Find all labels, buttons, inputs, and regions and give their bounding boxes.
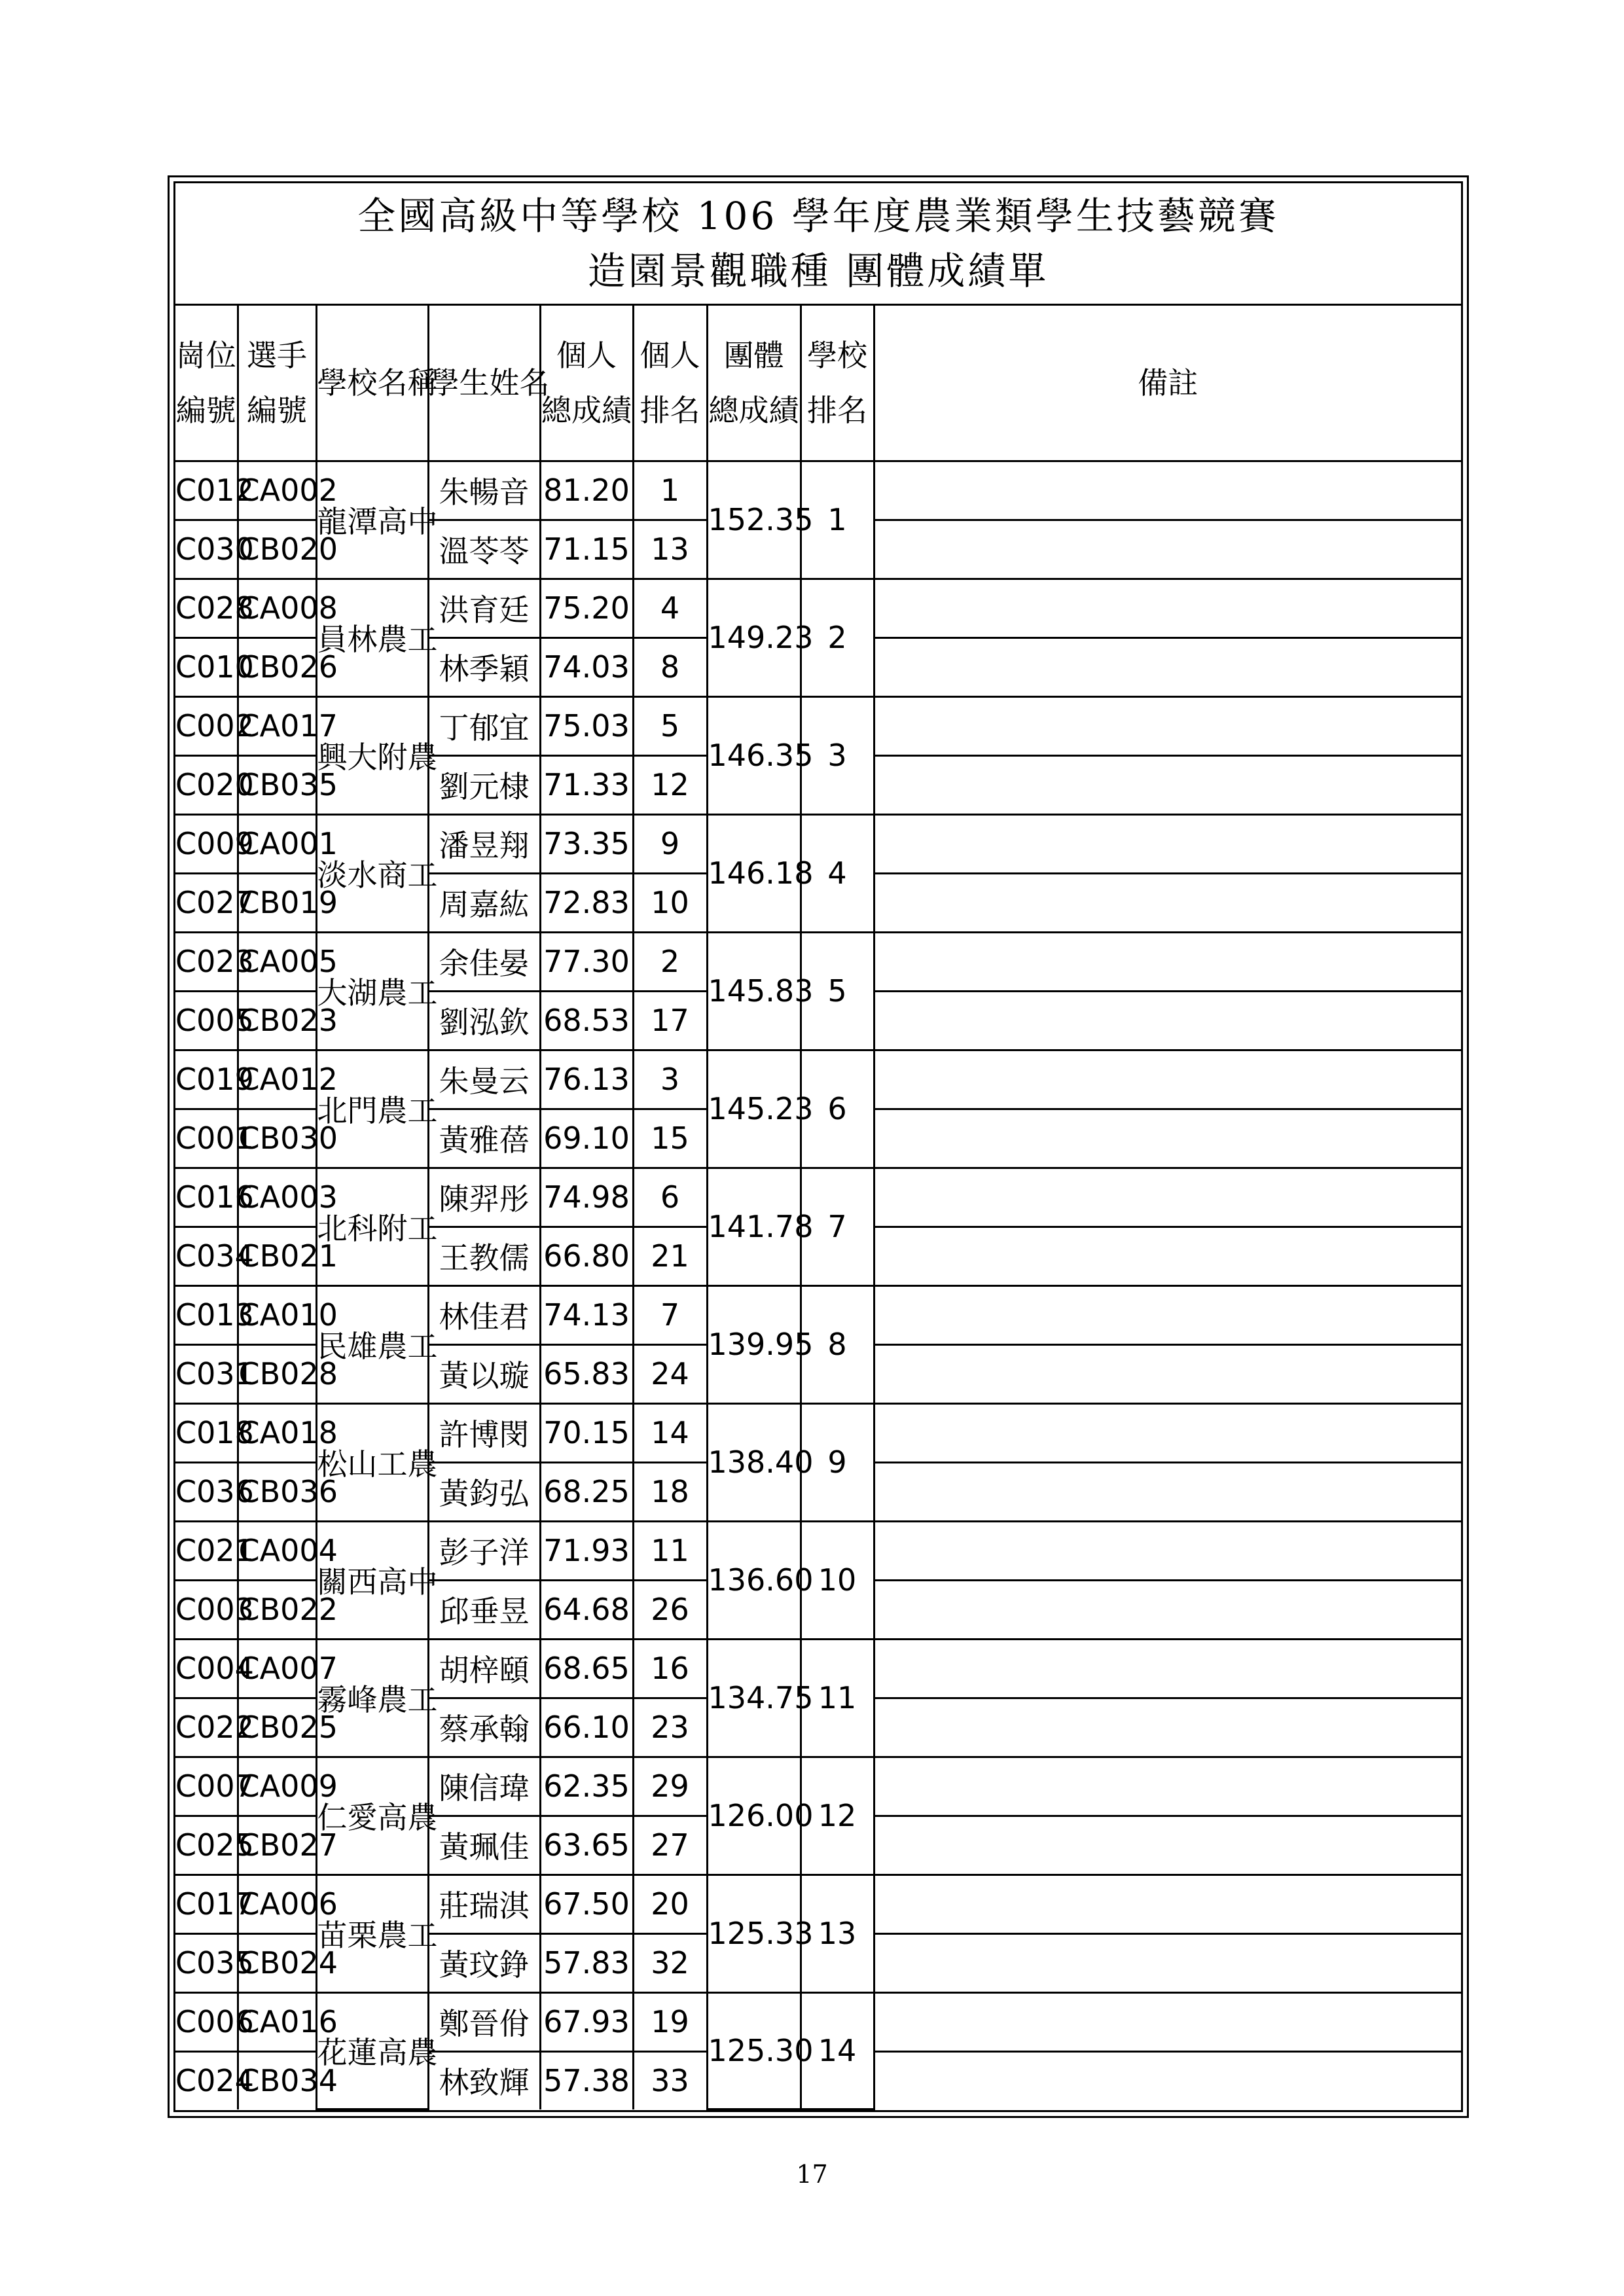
personal-rank-cell: 5 [633,696,707,755]
player-no-cell: CB034 [238,2051,316,2109]
header-student: 學生姓名 [428,306,540,461]
school-rank-cell: 14 [801,1992,874,2109]
personal-score-cell: 57.83 [540,1933,633,1992]
school-name-cell: 苗栗農工 [316,1874,428,1992]
page-number: 17 [796,2160,828,2189]
player-no-cell: CA001 [238,814,316,873]
school-rank-cell: 7 [801,1168,874,1285]
personal-score-cell: 77.30 [540,932,633,991]
student-name-cell: 林致輝 [428,2051,540,2109]
student-name-cell: 彭子洋 [428,1521,540,1580]
personal-score-cell: 72.83 [540,873,633,932]
station-no-cell: C035 [175,1933,238,1992]
station-no-cell: C036 [175,1462,238,1521]
player-no-cell: CA009 [238,1757,316,1816]
header-remarks: 備註 [874,306,1461,461]
player-no-cell: CB022 [238,1580,316,1639]
personal-score-cell: 68.65 [540,1639,633,1698]
personal-score-cell: 71.15 [540,520,633,579]
personal-rank-cell: 8 [633,637,707,696]
player-no-cell: CB021 [238,1227,316,1285]
remarks-cell [874,2051,1461,2109]
personal-rank-cell: 4 [633,579,707,637]
personal-score-cell: 62.35 [540,1757,633,1816]
remarks-cell [874,814,1461,873]
table-row [175,1168,1461,1227]
player-no-cell: CA005 [238,932,316,991]
remarks-cell [874,873,1461,932]
remarks-cell [874,1933,1461,1992]
station-no-cell: C017 [175,1874,238,1933]
school-rank-cell: 3 [801,696,874,814]
remarks-cell [874,1285,1461,1344]
personal-rank-cell: 14 [633,1403,707,1462]
school-rank-cell: 4 [801,814,874,932]
header-row [175,306,1461,461]
remarks-cell [874,1168,1461,1227]
team-score-cell: 145.83 [707,932,801,1050]
personal-score-cell: 76.13 [540,1050,633,1109]
personal-rank-cell: 33 [633,2051,707,2109]
player-no-cell: CA017 [238,696,316,755]
personal-rank-cell: 26 [633,1580,707,1639]
student-name-cell: 溫苓苓 [428,520,540,579]
personal-score-cell: 74.13 [540,1285,633,1344]
student-name-cell: 鄭晉佾 [428,1992,540,2051]
personal-rank-cell: 11 [633,1521,707,1580]
remarks-cell [874,1109,1461,1168]
student-name-cell: 邱垂昱 [428,1580,540,1639]
remarks-cell [874,1403,1461,1462]
school-rank-cell: 10 [801,1521,874,1639]
table-row [175,1521,1461,1580]
personal-rank-cell: 20 [633,1874,707,1933]
results-frame [168,175,1469,2118]
remarks-cell [874,1816,1461,1874]
school-name-cell: 興大附農 [316,696,428,814]
station-no-cell: C002 [175,696,238,755]
table-row [175,1992,1461,2051]
student-name-cell: 林季穎 [428,637,540,696]
player-no-cell: CB020 [238,520,316,579]
personal-rank-cell: 24 [633,1344,707,1403]
student-name-cell: 丁郁宜 [428,696,540,755]
personal-rank-cell: 15 [633,1109,707,1168]
remarks-cell [874,1462,1461,1521]
school-rank-cell: 8 [801,1285,874,1403]
remarks-cell [874,1521,1461,1580]
player-no-cell: CB030 [238,1109,316,1168]
station-no-cell: C024 [175,2051,238,2109]
remarks-cell [874,1698,1461,1757]
header-station-no: 崗位 編號 [175,306,238,461]
results-inner-frame [173,181,1463,2112]
school-rank-cell: 12 [801,1757,874,1874]
personal-score-cell: 66.10 [540,1698,633,1757]
student-name-cell: 黃以璇 [428,1344,540,1403]
player-no-cell: CA006 [238,1874,316,1933]
school-name-cell: 關西高中 [316,1521,428,1639]
table-row [175,1757,1461,1816]
player-no-cell: CB024 [238,1933,316,1992]
player-no-cell: CA016 [238,1992,316,2051]
personal-rank-cell: 6 [633,1168,707,1227]
personal-score-cell: 74.03 [540,637,633,696]
remarks-cell [874,637,1461,696]
team-score-cell: 152.35 [707,461,801,579]
header-rank: 個人 排名 [633,306,707,461]
team-score-cell: 145.23 [707,1050,801,1168]
station-no-cell: C020 [175,755,238,814]
station-no-cell: C004 [175,1639,238,1698]
station-no-cell: C021 [175,1521,238,1580]
station-no-cell: C013 [175,1285,238,1344]
team-score-cell: 125.30 [707,1992,801,2109]
title-line-1: 全國高級中等學校 106 學年度農業類學生技藝競賽 [357,193,1279,238]
student-name-cell: 陳羿彤 [428,1168,540,1227]
personal-score-cell: 63.65 [540,1816,633,1874]
school-rank-cell: 2 [801,579,874,696]
table-row [175,1639,1461,1698]
student-name-cell: 朱曼云 [428,1050,540,1109]
personal-score-cell: 67.50 [540,1874,633,1933]
remarks-cell [874,1757,1461,1816]
station-no-cell: C030 [175,520,238,579]
player-no-cell: CB023 [238,991,316,1050]
title-line-2: 造園景觀職種 團體成績單 [587,248,1049,293]
station-no-cell: C016 [175,1168,238,1227]
school-name-cell: 花蓮高農 [316,1992,428,2109]
remarks-cell [874,991,1461,1050]
remarks-cell [874,1874,1461,1933]
player-no-cell: CA012 [238,1050,316,1109]
header-score: 個人 總成績 [540,306,633,461]
station-no-cell: C012 [175,461,238,520]
remarks-cell [874,1580,1461,1639]
header-team-score: 團體 總成績 [707,306,801,461]
school-name-cell: 仁愛高農 [316,1757,428,1874]
school-name-cell: 員林農工 [316,579,428,696]
school-name-cell: 霧峰農工 [316,1639,428,1757]
table-row [175,1050,1461,1109]
station-no-cell: C010 [175,637,238,696]
personal-rank-cell: 17 [633,991,707,1050]
personal-score-cell: 66.80 [540,1227,633,1285]
personal-rank-cell: 12 [633,755,707,814]
player-no-cell: CB036 [238,1462,316,1521]
student-name-cell: 王教儒 [428,1227,540,1285]
player-no-cell: CA003 [238,1168,316,1227]
table-row [175,461,1461,520]
header-school-rank: 學校 排名 [801,306,874,461]
personal-rank-cell: 19 [633,1992,707,2051]
team-score-cell: 136.60 [707,1521,801,1639]
title-block [175,183,1461,306]
team-score-cell: 139.95 [707,1285,801,1403]
personal-score-cell: 81.20 [540,461,633,520]
personal-rank-cell: 21 [633,1227,707,1285]
personal-rank-cell: 2 [633,932,707,991]
personal-score-cell: 75.20 [540,579,633,637]
player-no-cell: CA010 [238,1285,316,1344]
station-no-cell: C022 [175,1698,238,1757]
student-name-cell: 洪育廷 [428,579,540,637]
remarks-cell [874,932,1461,991]
player-no-cell: CA018 [238,1403,316,1462]
team-score-cell: 125.33 [707,1874,801,1992]
personal-rank-cell: 16 [633,1639,707,1698]
station-no-cell: C034 [175,1227,238,1285]
station-no-cell: C018 [175,1403,238,1462]
personal-score-cell: 74.98 [540,1168,633,1227]
player-no-cell: CA008 [238,579,316,637]
school-name-cell: 北科附工 [316,1168,428,1285]
personal-score-cell: 73.35 [540,814,633,873]
station-no-cell: C028 [175,579,238,637]
team-score-cell: 146.18 [707,814,801,932]
school-name-cell: 大湖農工 [316,932,428,1050]
player-no-cell: CA002 [238,461,316,520]
student-name-cell: 黃玟錚 [428,1933,540,1992]
header-school: 學校名稱 [316,306,428,461]
personal-score-cell: 75.03 [540,696,633,755]
school-name-cell: 淡水商工 [316,814,428,932]
student-name-cell: 黃珮佳 [428,1816,540,1874]
remarks-cell [874,1227,1461,1285]
personal-score-cell: 71.33 [540,755,633,814]
student-name-cell: 劉元棣 [428,755,540,814]
results-body [175,461,1461,2109]
personal-rank-cell: 9 [633,814,707,873]
team-score-cell: 141.78 [707,1168,801,1285]
school-name-cell: 松山工農 [316,1403,428,1521]
personal-score-cell: 67.93 [540,1992,633,2051]
student-name-cell: 余佳晏 [428,932,540,991]
school-rank-cell: 9 [801,1403,874,1521]
table-row [175,814,1461,873]
personal-rank-cell: 29 [633,1757,707,1816]
station-no-cell: C031 [175,1344,238,1403]
personal-score-cell: 71.93 [540,1521,633,1580]
remarks-cell [874,1344,1461,1403]
school-rank-cell: 11 [801,1639,874,1757]
personal-score-cell: 68.53 [540,991,633,1050]
remarks-cell [874,1639,1461,1698]
results-table [175,306,1461,2111]
student-name-cell: 陳信瑋 [428,1757,540,1816]
remarks-cell [874,696,1461,755]
school-rank-cell: 13 [801,1874,874,1992]
student-name-cell: 黃雅蓓 [428,1109,540,1168]
table-row [175,1285,1461,1344]
personal-score-cell: 65.83 [540,1344,633,1403]
team-score-cell: 138.40 [707,1403,801,1521]
player-no-cell: CB025 [238,1698,316,1757]
player-no-cell: CA004 [238,1521,316,1580]
team-score-cell: 146.35 [707,696,801,814]
station-no-cell: C003 [175,1580,238,1639]
table-row [175,696,1461,755]
team-score-cell: 134.75 [707,1639,801,1757]
personal-rank-cell: 23 [633,1698,707,1757]
student-name-cell: 朱暢音 [428,461,540,520]
remarks-cell [874,520,1461,579]
personal-score-cell: 57.38 [540,2051,633,2109]
station-no-cell: C006 [175,1992,238,2051]
school-rank-cell: 6 [801,1050,874,1168]
personal-rank-cell: 1 [633,461,707,520]
station-no-cell: C023 [175,932,238,991]
station-no-cell: C005 [175,991,238,1050]
personal-rank-cell: 27 [633,1816,707,1874]
station-no-cell: C009 [175,814,238,873]
remarks-cell [874,579,1461,637]
table-row [175,1403,1461,1462]
personal-rank-cell: 7 [633,1285,707,1344]
table-row [175,1874,1461,1933]
remarks-cell [874,461,1461,520]
remarks-cell [874,755,1461,814]
station-no-cell: C025 [175,1816,238,1874]
header-player-no: 選手 編號 [238,306,316,461]
student-name-cell: 周嘉紘 [428,873,540,932]
station-no-cell: C007 [175,1757,238,1816]
table-row [175,932,1461,991]
school-rank-cell: 1 [801,461,874,579]
team-score-cell: 149.23 [707,579,801,696]
student-name-cell: 潘昱翔 [428,814,540,873]
player-no-cell: CB035 [238,755,316,814]
station-no-cell: C027 [175,873,238,932]
school-rank-cell: 5 [801,932,874,1050]
school-name-cell: 民雄農工 [316,1285,428,1403]
station-no-cell: C001 [175,1109,238,1168]
personal-rank-cell: 32 [633,1933,707,1992]
school-name-cell: 北門農工 [316,1050,428,1168]
student-name-cell: 胡梓頤 [428,1639,540,1698]
student-name-cell: 劉泓欽 [428,991,540,1050]
student-name-cell: 蔡承翰 [428,1698,540,1757]
player-no-cell: CA007 [238,1639,316,1698]
remarks-cell [874,1992,1461,2051]
remarks-cell [874,1050,1461,1109]
team-score-cell: 126.00 [707,1757,801,1874]
player-no-cell: CB027 [238,1816,316,1874]
personal-rank-cell: 10 [633,873,707,932]
personal-rank-cell: 18 [633,1462,707,1521]
student-name-cell: 許博閔 [428,1403,540,1462]
student-name-cell: 林佳君 [428,1285,540,1344]
station-no-cell: C019 [175,1050,238,1109]
table-row [175,579,1461,637]
personal-score-cell: 64.68 [540,1580,633,1639]
player-no-cell: CB026 [238,637,316,696]
player-no-cell: CB028 [238,1344,316,1403]
personal-score-cell: 70.15 [540,1403,633,1462]
personal-score-cell: 68.25 [540,1462,633,1521]
student-name-cell: 莊瑞淇 [428,1874,540,1933]
school-name-cell: 龍潭高中 [316,461,428,579]
personal-rank-cell: 3 [633,1050,707,1109]
personal-rank-cell: 13 [633,520,707,579]
student-name-cell: 黃鈞弘 [428,1462,540,1521]
personal-score-cell: 69.10 [540,1109,633,1168]
player-no-cell: CB019 [238,873,316,932]
